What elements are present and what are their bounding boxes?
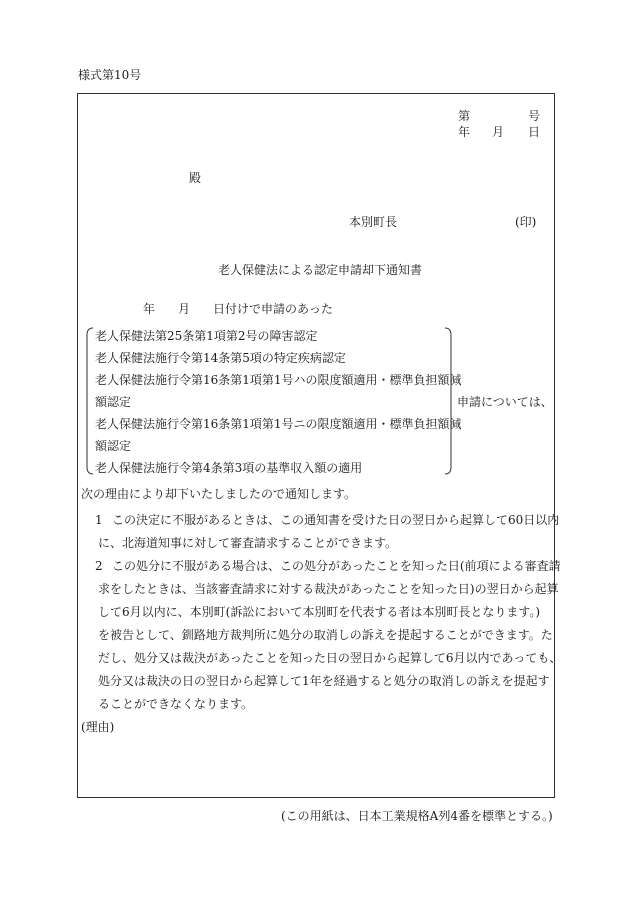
date-tsuki: 月 (178, 302, 191, 316)
notice-number: 2 (95, 559, 103, 573)
items-suffix: 申請については、 (457, 395, 553, 409)
notice-line: この決定に不服があるときは、この通知書を受けた日の翌日から起算して60日以内 (112, 513, 560, 527)
notice-frame (77, 93, 555, 798)
issuer: 本別町長 (349, 215, 398, 229)
header-hi: 日 (528, 125, 541, 139)
header-tsuki: 月 (492, 125, 505, 139)
notice-line: ることができなくなります。 (98, 697, 254, 711)
rejection-statement: 次の理由により却下いたしましたので通知します。 (81, 487, 357, 501)
list-item: 額認定 (95, 439, 132, 453)
header-nen: 年 (458, 125, 471, 139)
header-go: 号 (528, 109, 541, 123)
date-line-text: 日付けで申請のあった (213, 302, 333, 316)
list-item: 老人保健法施行令第4条第3項の基準収入額の適用 (95, 461, 363, 475)
seal-mark: (印) (515, 215, 537, 229)
right-brace (444, 327, 452, 475)
list-item: 老人保健法施行令第14条第5項の特定疾病認定 (95, 351, 346, 365)
list-item: 老人保健法施行令第16条第1項第1号ニの限度額適用・標準負担額減 (95, 417, 462, 431)
notice-line: して6月以内に、本別町(訴訟において本別町を代表する者は本別町長となります。) (98, 605, 541, 619)
notice-number: 1 (95, 513, 103, 527)
document-title: 老人保健法による認定申請却下通知書 (218, 263, 423, 277)
date-nen: 年 (143, 302, 156, 316)
notice-line: だし、処分又は裁決があったことを知った日の翌日から起算して6月以内であっても、 (98, 651, 562, 665)
list-item: 老人保健法第25条第1項第2号の障害認定 (95, 329, 318, 343)
list-item: 額認定 (95, 395, 132, 409)
notice-line: を被告として、釧路地方裁判所に処分の取消しの訴えを提起することができます。た (98, 628, 553, 642)
notice-line: に、北海道知事に対して審査請求することができます。 (98, 536, 398, 550)
form-number: 様式第10号 (78, 68, 142, 82)
reason-label: (理由) (81, 720, 115, 734)
left-brace (86, 327, 94, 475)
addressee-suffix: 殿 (189, 171, 202, 185)
header-dai: 第 (458, 109, 471, 123)
notice-line: 求をしたときは、当該審査請求に対する裁決があったことを知った日)の翌日から起算 (98, 582, 559, 596)
list-item: 老人保健法施行令第16条第1項第1号ハの限度額適用・標準負担額減 (95, 373, 462, 387)
footer-note: (この用紙は、日本工業規格A列4番を標準とする。) (281, 809, 553, 823)
notice-line: 処分又は裁決の日の翌日から起算して1年を経過すると処分の取消しの訴えを提起す (98, 674, 550, 688)
notice-line: この処分に不服がある場合は、この処分があったことを知った日(前項による審査請 (112, 559, 561, 573)
